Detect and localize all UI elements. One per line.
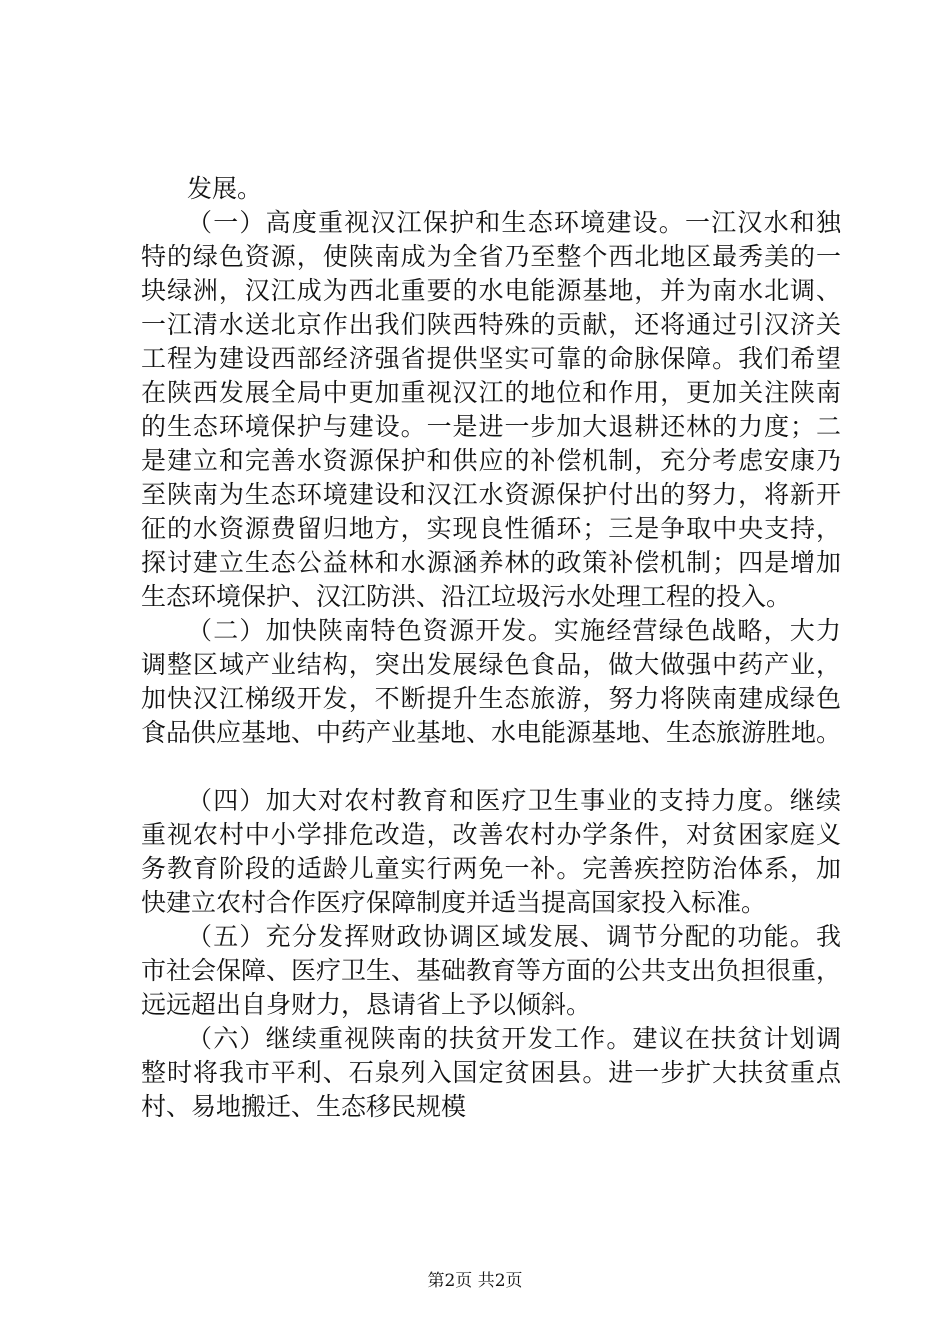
text-line: 工程为建设西部经济强省提供坚实可靠的命脉保障。我们希望 [141,344,841,373]
text-line: （二）加快陕南特色资源开发。实施经营绿色战略，大力 [187,616,841,645]
paragraph-item-2 [141,614,841,750]
text-line: 务教育阶段的适龄儿童实行两免一补。完善疾控防治体系，加 [141,854,841,883]
text-line: 在陕西发展全局中更加重视汉江的地位和作用，更加关注陕南 [141,378,841,407]
paragraph-gap [141,750,841,784]
text-line: 快建立农村合作医疗保障制度并适当提高国家投入标准。 [141,888,767,917]
text-line: 调整区域产业结构，突出发展绿色食品，做大做强中药产业， [141,650,841,679]
text-line: 生态环境保护、汉江防洪、沿江垃圾污水处理工程的投入。 [141,582,792,611]
text-line: 一江清水送北京作出我们陕西特殊的贡献，还将通过引汉济关 [141,310,841,339]
text-line: （一）高度重视汉江保护和生态环境建设。一江汉水和独 [187,208,841,237]
text-line: 远远超出自身财力，恳请省上予以倾斜。 [141,990,592,1019]
text-line: 探讨建立生态公益林和水源涵养林的政策补偿机制；四是增加 [141,548,841,577]
text-line: 村、易地搬迁、生态移民规模 [141,1092,467,1121]
paragraph-item-5 [141,920,841,1022]
text-line: 是建立和完善水资源保护和供应的补偿机制，充分考虑安康乃 [141,446,841,475]
text-line: 征的水资源费留归地方，实现良性循环；三是争取中央支持， [141,514,841,543]
text-line: （六）继续重视陕南的扶贫开发工作。建议在扶贫计划调 [187,1024,841,1053]
text-line: 发展。 [187,174,263,203]
text-line: 特的绿色资源，使陕南成为全省乃至整个西北地区最秀美的一 [141,242,841,271]
paragraph-continuation [141,172,841,206]
text-line: 的生态环境保护与建设。一是进一步加大退耕还林的力度；二 [141,412,841,441]
paragraph-item-4 [141,784,841,920]
paragraph-item-6 [141,1022,841,1124]
text-line: （四）加大对农村教育和医疗卫生事业的支持力度。继续 [187,786,841,815]
text-line: 整时将我市平利、石泉列入国定贫困县。进一步扩大扶贫重点 [141,1058,841,1087]
page-number-footer: 第2页 共2页 [427,1271,523,1291]
text-line: 块绿洲，汉江成为西北重要的水电能源基地，并为南水北调、 [141,276,841,305]
document-body [141,172,841,1124]
paragraph-item-1 [141,206,841,614]
text-line: 重视农村中小学排危改造，改善农村办学条件，对贫困家庭义 [141,820,841,849]
text-line: 加快汉江梯级开发，不断提升生态旅游，努力将陕南建成绿色 [141,684,841,713]
text-line: 市社会保障、医疗卫生、基础教育等方面的公共支出负担很重， [141,956,842,985]
text-line: 食品供应基地、中药产业基地、水电能源基地、生态旅游胜地。 [141,718,842,747]
text-line: （五）充分发挥财政协调区域发展、调节分配的功能。我 [187,922,841,951]
text-line: 至陕南为生态环境建设和汉江水资源保护付出的努力，将新开 [141,480,841,509]
